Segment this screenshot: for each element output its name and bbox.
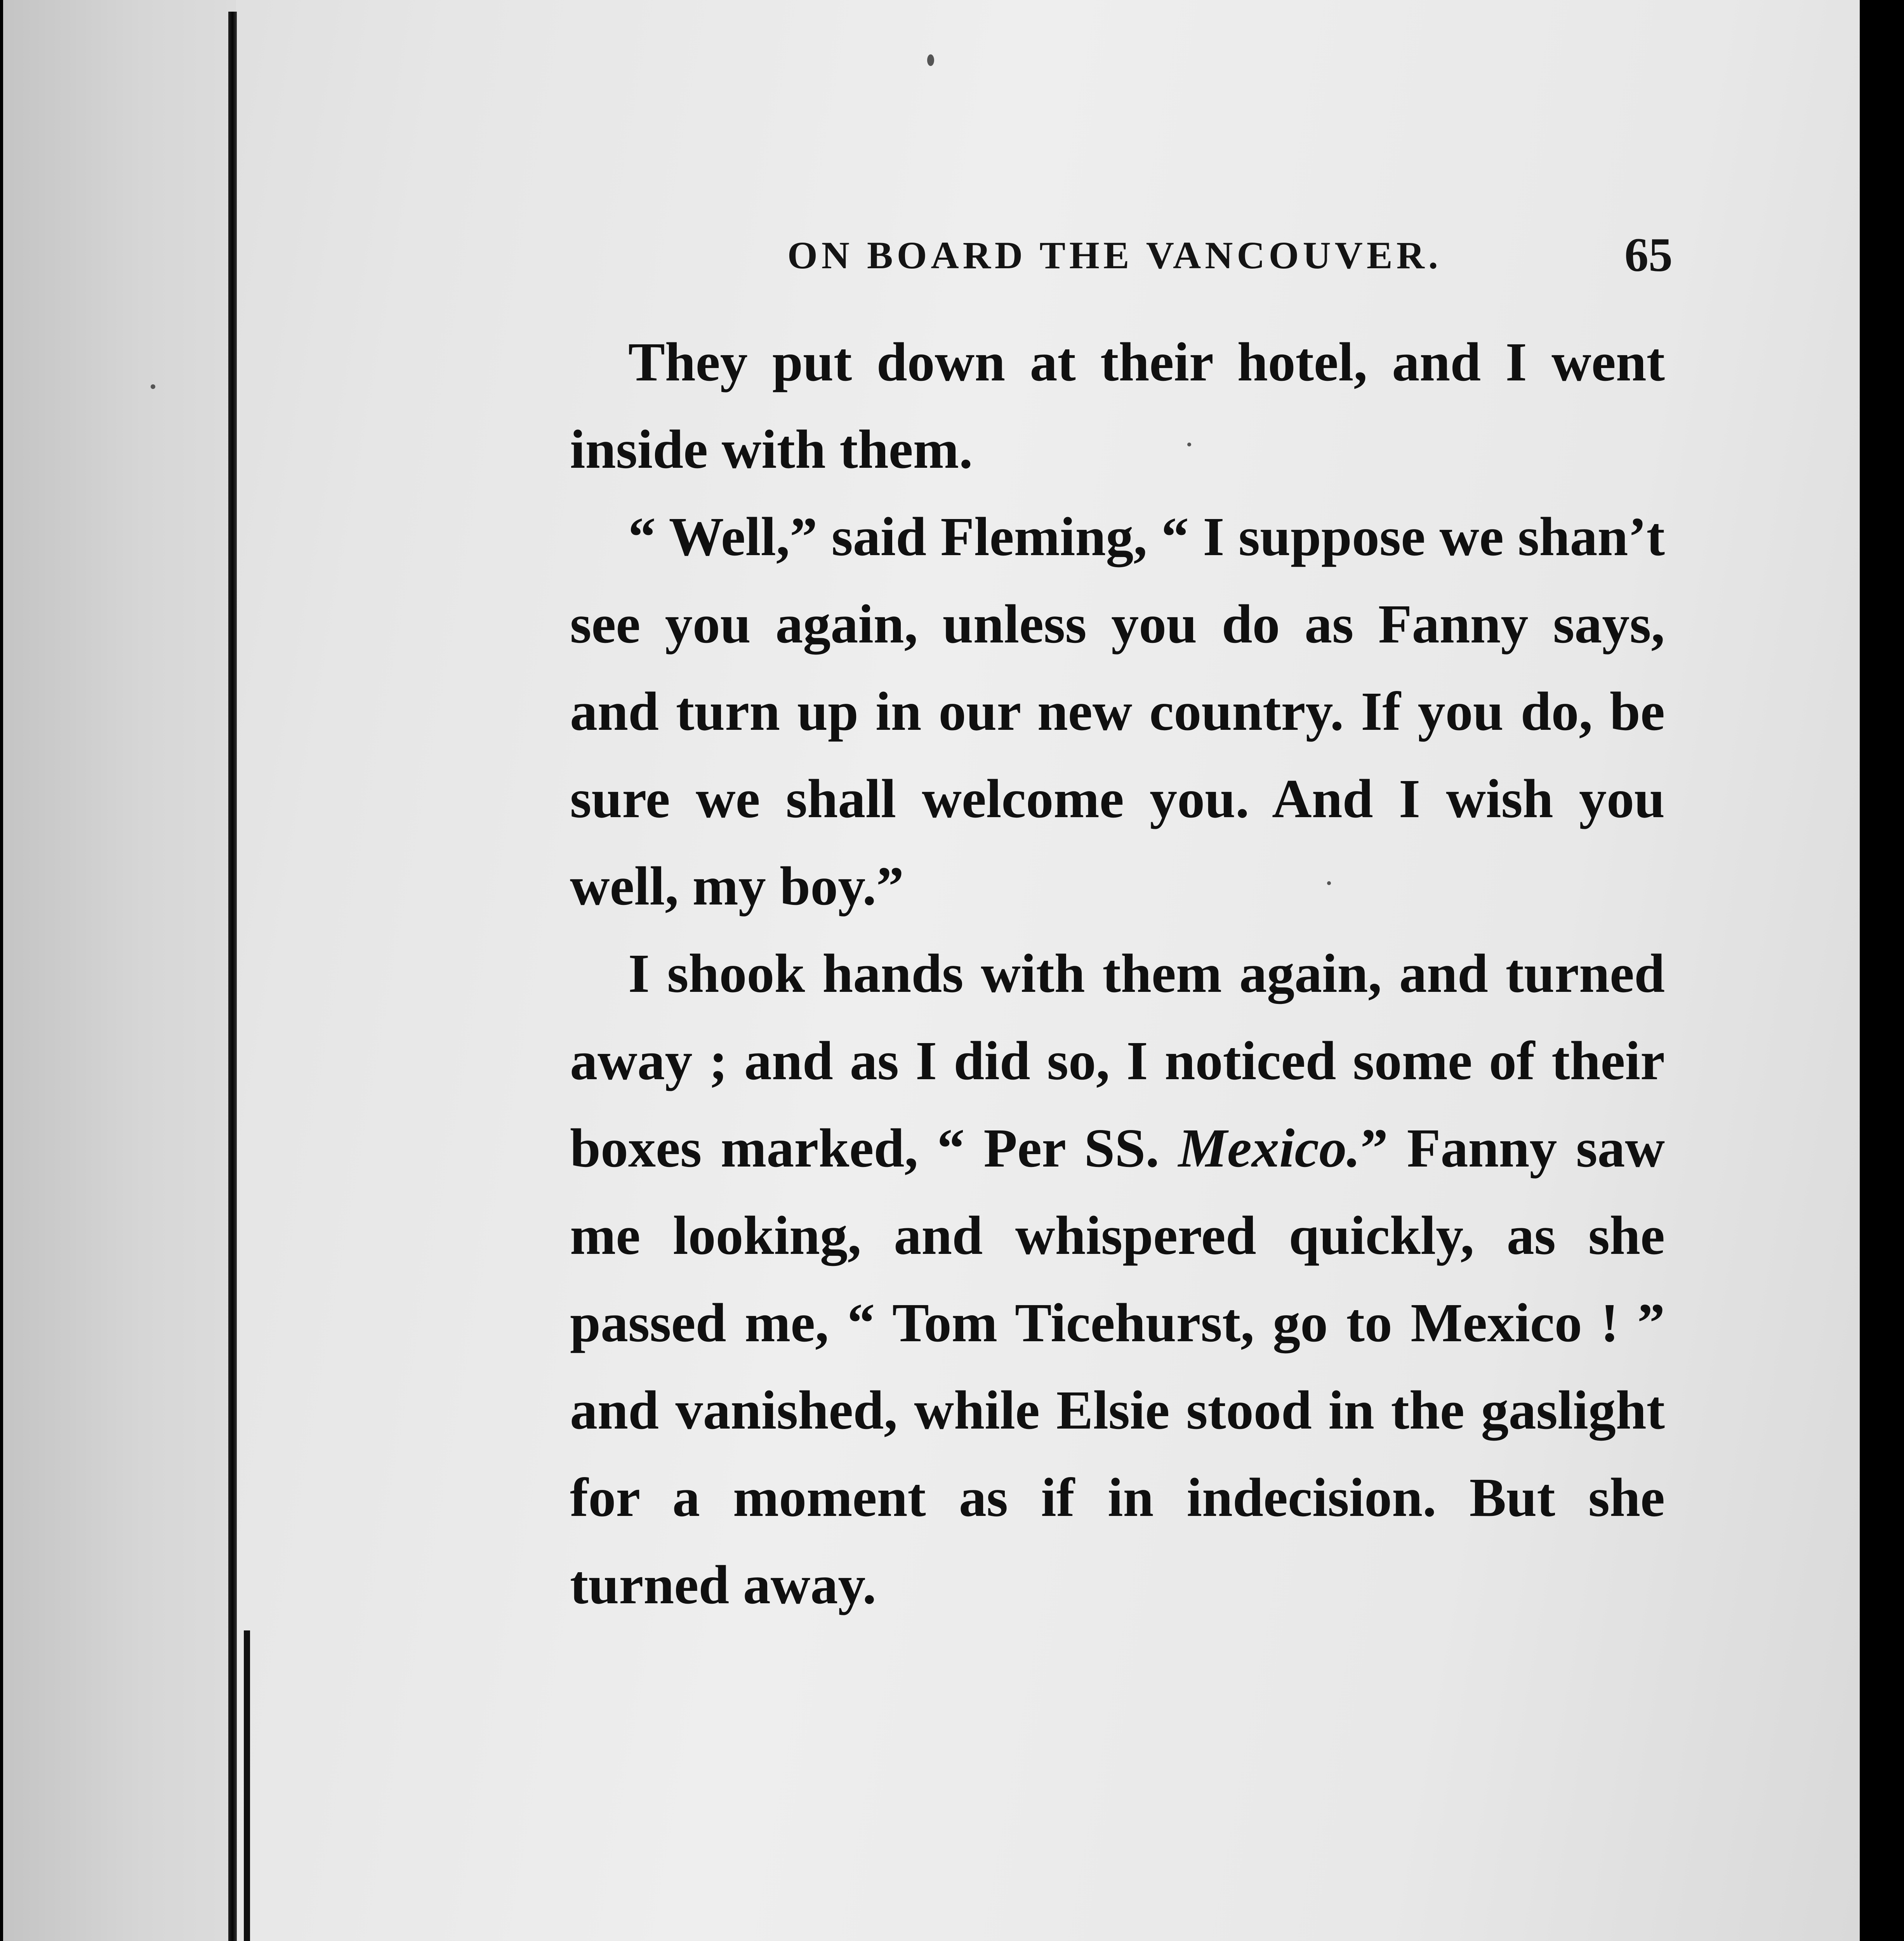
paragraph: “ Well,” said Fleming, “ I suppose we shan’t see you again, unless you do as Fanny says, and turn up in our new country. If you do, be sure we shall welcome you. And I wish you well, my boy.” — [570, 506, 1665, 917]
body-text — [570, 318, 1665, 1628]
paragraph-text: ” Fanny saw me looking, and whispered quickly, as she passed me, “ Tom Ticehurst, go to Mexico ! ” and vanished, while Elsie stood in the gaslight for a moment as if in indecision. But she turned away. — [570, 1117, 1665, 1615]
italic-ship-name: Mexico. — [1178, 1117, 1360, 1179]
running-head — [570, 228, 1673, 281]
binding-gutter — [228, 12, 237, 1941]
paragraph — [570, 930, 1665, 1628]
paragraph: They put down at their hotel, and I went inside with them. — [570, 331, 1665, 480]
paper-sheet — [3, 0, 1860, 1941]
running-title: ON BOARD THE VANCOUVER. — [787, 234, 1442, 277]
page-number: 65 — [1624, 228, 1673, 281]
scan-border-right — [1860, 0, 1904, 1941]
paper-speck — [151, 384, 155, 389]
paragraph-text: I shook hands with them again, and turned away ; and as I did so, I noticed some of their boxes marked, “ Per SS. — [570, 943, 1665, 1179]
paper-speck — [927, 54, 934, 66]
facing-page-edge — [3, 0, 236, 1941]
binding-shadow — [244, 1630, 250, 1941]
